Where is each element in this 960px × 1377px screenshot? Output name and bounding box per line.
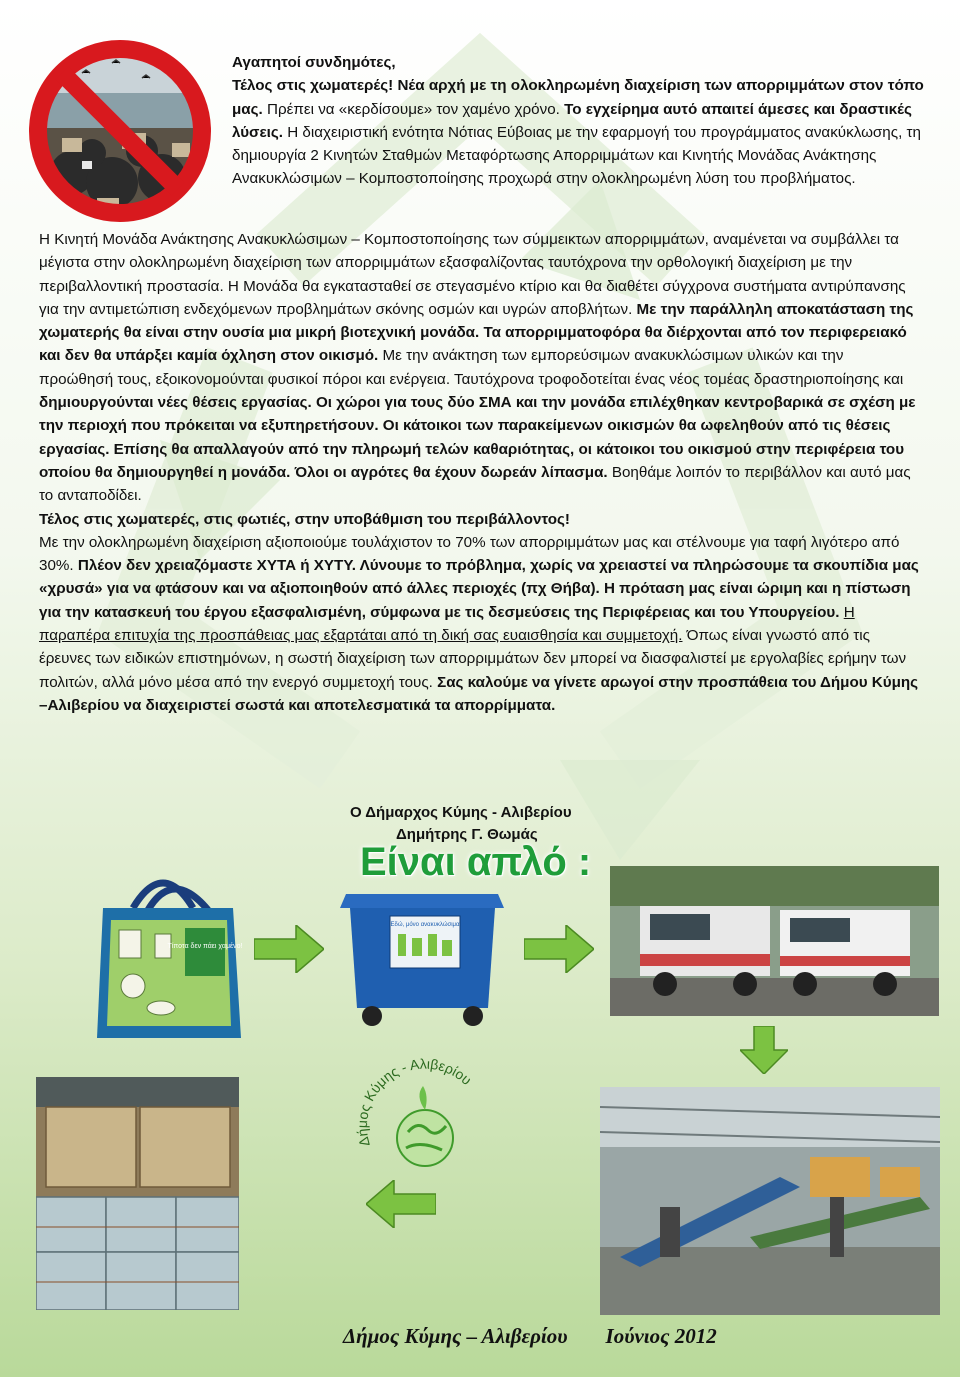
body-bold-4: Τέλος στις χωματερές, στις φωτιές, στην υποβάθμιση του περιβάλλοντος! (39, 510, 570, 528)
mayor-name: Δημήτρης Γ. Θωμάς (396, 826, 538, 843)
bag-label: Τίποτα δεν πάει χαμένο! (167, 943, 243, 950)
arrow-right-icon (524, 925, 594, 973)
body-bold-1: Με την παράλληλη αποκατάσταση της χωματερής θα είναι στην ουσία μια μικρή βιοτεχνική μονάδα. (39, 300, 914, 342)
body-bold-2: Τα απορριμματοφόρα θα διέρχονται από τον περιφερειακό και δεν θα υπάρξει καμία όχληση στον οικισμό. (39, 324, 907, 365)
body-bold-6: Σας καλούμε να γίνετε αρωγοί στην προσπάθεια του Δήμου Κύμης –Αλιβερίου να διαχειριστεί σωστά και αποτελεσματικά τα απορρίμματα. (39, 673, 919, 714)
intro-bold-1: Τέλος στις χωματερές! Νέα αρχή με τη ολοκληρωμένη διαχείριση των απορριμμάτων στον τόπο μας. (232, 77, 924, 118)
recycling-bin-image (340, 880, 505, 1030)
sorting-plant-photo (600, 1087, 940, 1315)
no-dumping-sign-icon (22, 33, 218, 229)
body-text-5: Όπως είναι γνωστό από τις έρευνες των ειδικών επιστημόνων, η σωστή διαχείριση των απορριμμάτων δεν μπορεί να διασφαλιστεί με εργολαβίες ερήμην των πολιτών, αλλά μόνο μέσα από την ενεργό συμμετοχή τους. (39, 627, 907, 691)
body-text-4: Με την ολοκληρωμένη διαχείριση αξιοποιούμε τουλάχιστον το 70% των απορριμμάτων μας και στέλνουμε για ταφή λιγότερο από 30%. (39, 533, 900, 575)
recycled-bales-photo (36, 1077, 239, 1310)
main-paragraph (39, 228, 919, 717)
body-text-2: Με την ανάκτηση των εμπορεύσιμων ανακυκλώσιμων υλικών και την προώθησή τους, εξοικονομούνται φυσικοί πόροι και ενέργεια. Ταυτόχρονα τροφοδοτείται ένας νέος τομέας δραστηριοποίησης και (39, 347, 904, 388)
arrow-down-icon (740, 1026, 788, 1074)
body-bold-5: Πλέον δεν χρειαζόμαστε ΧΥΤΑ ή ΧΥΤΥ. Λύνουμε το πρόβλημα, χωρίς να χρειαστεί να πληρώσουμε τα σκουπίδια μας «χρυσά» για να φτάσουν και να αξιοποιηθούν από άλλες περιοχές (πχ Θήβα). Η πρόταση μας είναι ώριμη και η πίστωση για την κατασκευή του έργου εξασφαλισμένη, σύμφωνα με τις δεσμεύσεις της Περιφέρειας και του Υπουργείου. (39, 557, 919, 621)
bin-label: Εδώ, μόνο ανακυκλώσιμα (390, 922, 460, 928)
footer-date: Ιούνιος 2012 (605, 1324, 717, 1348)
arrow-right-icon (254, 925, 324, 973)
greeting: Αγαπητοί συνδημότες, (232, 54, 396, 71)
body-underline-1: Η παραπέρα επιτυχία της προσπάθειας μας εξαρτάται από τη δική σας ευαισθησία και συμμετοχή. (39, 603, 855, 645)
mayor-title: Ο Δήμαρχος Κύμης - Αλιβερίου (350, 804, 572, 821)
slogan: Είναι απλό : (360, 840, 592, 884)
footer (343, 1324, 717, 1349)
municipality-globe-logo (350, 1050, 500, 1180)
body-bold-3: δημιουργούνται νέες θέσεις εργασίας. Οι χώροι για τους δύο ΣΜΑ και την μονάδα επιλέχθηκαν κεντροβαρικά σε σχέση με την περιοχή που πρόκειται να εξυπηρετήσουν. Οι κάτοικοι των παρακείμενων οικισμών θα ωφεληθούν από τις θέσεις εργασίας. Επίσης θα απαλλαγούν από την πληρωμή τελών καθαριότητας, οι κάτοικοι του οικισμού στην περιφέρεια του οποίου θα δημιουργηθεί η μονάδα. Όλοι οι αγρότες θα έχουν δωρεάν λίπασμα. (39, 394, 916, 481)
intro-bold-2: Το εγχείρημα αυτό απαιτεί άμεσες και δραστικές λύσεις. (232, 100, 912, 141)
arrow-left-icon (366, 1180, 436, 1228)
body-text-1: Η Κινητή Μονάδα Ανάκτησης Ανακυκλώσιμων – Κομποστοποίησης των σύμμεικτων απορριμμάτων, αναμένεται να συμβάλλει τα μέγιστα στην ολοκληρωμένη διαχείριση των απορριμμάτων εξασφαλίζοντας ταυτόχρονα την ορθολογική διαχείριση με την περιβαλλοντική προστασία. Η Μονάδα θα εγκατασταθεί σε στεγασμένο κτίριο και θα διαθέτει σύγχρονα συστήματα αντιρύπανσης για την αντιμετώπιση ενδεχόμενων προβλημάτων σκόνης οσμών και υγρών αποβλήτων. (39, 231, 906, 318)
intro-text-2: Η διαχειριστική ενότητα Νότιας Εύβοιας με την εφαρμογή του προγράμματος ανακύκλωσης, τη δημιουργία 2 Κινητών Σταθμών Μεταφόρτωσης Απορριμμάτων και Κινητής Μονάδας Ανάκτησης Ανακυκλώσιμων – Κομποστοποίησης προχωρά στην ολοκληρωμένη λύση του προβλήματος. (232, 123, 921, 188)
footer-municipality: Δήμος Κύμης – Αλιβερίου (343, 1324, 568, 1348)
garbage-trucks-photo (610, 866, 939, 1016)
body-text-3: Βοηθάμε λοιπόν το περιβάλλον και αυτό μας το ανταποδίδει. (39, 463, 911, 505)
globe-label: Δήμος Κύμης - Αλιβερίου (353, 1055, 475, 1149)
intro-text-1: Πρέπει να «κερδίσουμε» τον χαμένο χρόνο. (262, 100, 565, 118)
intro-paragraph (232, 51, 932, 191)
recycling-bag-image (93, 868, 243, 1048)
